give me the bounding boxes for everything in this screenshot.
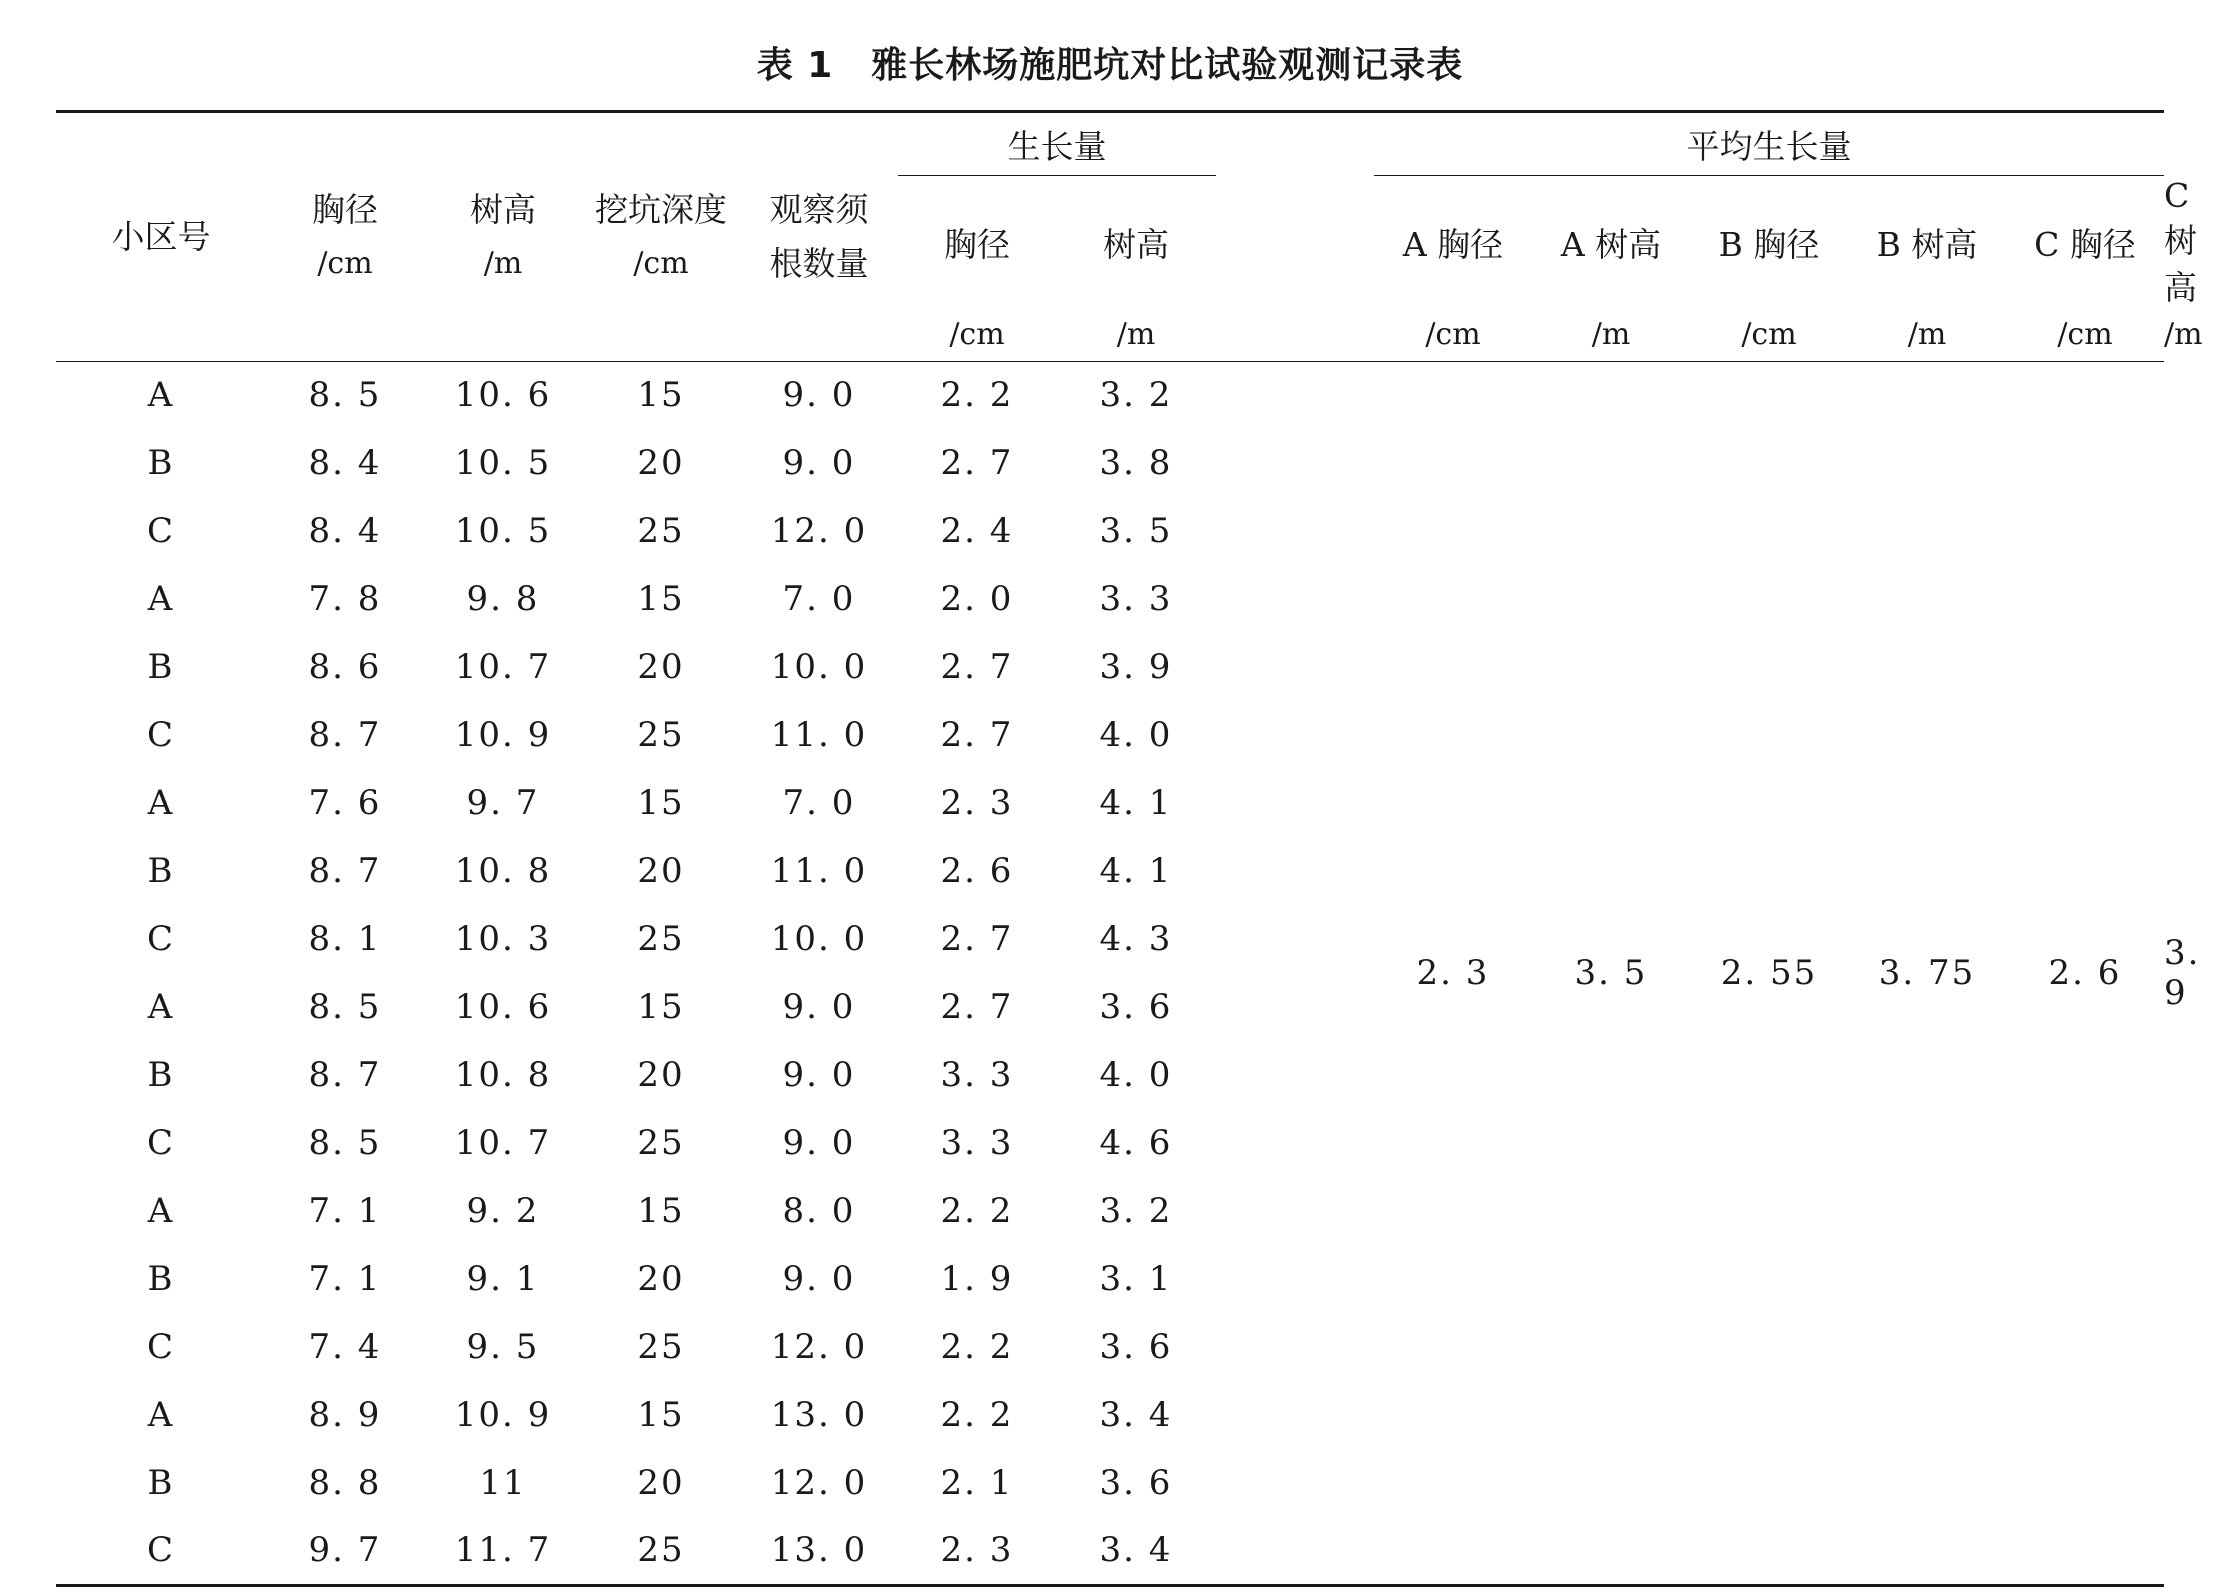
cell-plot: B	[147, 1463, 175, 1503]
cell-dbh: 8. 7	[308, 1055, 382, 1095]
cell-growth-dbh: 2. 7	[940, 987, 1014, 1027]
cell-pit-depth: 15	[637, 579, 685, 619]
cell-plot: C	[56, 1517, 266, 1585]
cell-growth-height: 4. 1	[1099, 851, 1173, 891]
header-height: 树高 /m	[424, 112, 582, 362]
cell-plot: A	[147, 1395, 175, 1435]
cell-dbh: 7. 1	[308, 1259, 382, 1299]
header-avg-a-dbh: A 胸径	[1402, 225, 1504, 264]
header-plot: 小区号	[56, 112, 266, 362]
header-growth-group: 生长量	[898, 112, 1216, 176]
cell-pit-depth: 20	[637, 851, 685, 891]
cell-height: 10. 6	[454, 375, 552, 416]
cell-plot: A	[147, 579, 175, 619]
cell-growth-dbh: 2. 2	[940, 1327, 1014, 1367]
cell-root-count: 10. 0	[770, 919, 868, 959]
cell-dbh: 8. 5	[308, 375, 382, 416]
cell-plot: A	[147, 783, 175, 823]
spacer-cell	[1216, 361, 1374, 1585]
cell-pit-depth: 15	[637, 783, 685, 823]
cell-root-count: 9. 0	[782, 987, 856, 1027]
cell-growth-dbh: 1. 9	[940, 1259, 1014, 1299]
cell-pit-depth: 15	[637, 375, 685, 416]
cell-root-count: 13. 0	[770, 1395, 868, 1435]
header-growth-height: 树高	[1103, 225, 1169, 264]
cell-height: 10. 3	[454, 919, 552, 959]
cell-root-count: 7. 0	[782, 783, 856, 823]
cell-growth-dbh: 3. 3	[940, 1123, 1014, 1163]
cell-pit-depth: 15	[637, 1395, 685, 1435]
cell-growth-dbh: 2. 7	[940, 443, 1014, 483]
cell-avg-b-height: 3. 75	[1848, 361, 2006, 1585]
cell-root-count: 9. 0	[782, 1055, 856, 1095]
table-header: 小区号 胸径 /cm 树高 /m 挖坑深度 /cm 观察须 根数量 生长量 平均生长量 胸径 树高 A 胸径 A 树高 B 胸径 B 树高 C 胸径 C 树高 /cm /m /cm /m /cm /m /cm /m	[56, 112, 2164, 362]
observation-table	[56, 110, 2203, 1587]
cell-growth-height: 3. 6	[1099, 987, 1173, 1027]
cell-pit-depth: 25	[637, 1123, 685, 1163]
cell-dbh: 8. 5	[308, 1123, 382, 1163]
cell-height: 10. 9	[454, 1395, 552, 1435]
cell-root-count: 11. 0	[770, 851, 868, 891]
cell-plot: B	[147, 443, 175, 483]
cell-root-count: 9. 0	[782, 1259, 856, 1299]
cell-growth-dbh: 2. 3	[940, 783, 1014, 823]
cell-height: 10. 5	[454, 443, 552, 483]
cell-growth-height: 3. 4	[1056, 1517, 1216, 1585]
cell-avg-a-height: 3. 5	[1532, 361, 1690, 1585]
cell-dbh: 7. 4	[308, 1327, 382, 1367]
header-avg-a-height-unit: /m	[1532, 309, 1690, 361]
cell-height: 10. 9	[454, 715, 552, 755]
header-pit-depth: 挖坑深度 /cm	[582, 112, 740, 362]
cell-growth-dbh: 2. 3	[898, 1517, 1056, 1585]
header-dbh: 胸径 /cm	[266, 112, 424, 362]
cell-root-count: 9. 0	[782, 375, 856, 416]
cell-pit-depth: 20	[637, 647, 685, 687]
header-growth-height-unit: /m	[1056, 309, 1216, 361]
cell-growth-dbh: 2. 6	[940, 851, 1014, 891]
table-caption-label: 表 1	[756, 45, 834, 86]
cell-root-count: 11. 0	[770, 715, 868, 755]
cell-growth-dbh: 2. 0	[940, 579, 1014, 619]
cell-root-count: 10. 0	[770, 647, 868, 687]
cell-dbh: 7. 1	[308, 1191, 382, 1231]
cell-plot: A	[147, 375, 175, 416]
cell-growth-height: 3. 2	[1099, 375, 1173, 416]
cell-growth-dbh: 2. 2	[940, 375, 1014, 416]
cell-dbh: 8. 4	[308, 511, 382, 551]
table-caption	[0, 40, 2220, 92]
cell-pit-depth: 25	[637, 511, 685, 551]
cell-growth-dbh: 2. 1	[940, 1463, 1014, 1503]
cell-root-count: 13. 0	[740, 1517, 898, 1585]
cell-dbh: 8. 5	[308, 987, 382, 1027]
cell-height: 10. 7	[454, 647, 552, 687]
cell-plot: A	[147, 987, 175, 1027]
cell-plot: B	[147, 851, 175, 891]
header-growth-dbh: 胸径	[944, 225, 1010, 264]
cell-pit-depth: 25	[637, 919, 685, 959]
cell-root-count: 7. 0	[782, 579, 856, 619]
cell-pit-depth: 25	[637, 1327, 685, 1367]
cell-plot: C	[146, 1327, 175, 1367]
cell-pit-depth: 20	[637, 1463, 685, 1503]
cell-pit-depth: 25	[582, 1517, 740, 1585]
cell-avg-b-dbh: 2. 55	[1690, 361, 1848, 1585]
cell-growth-dbh: 2. 7	[940, 647, 1014, 687]
cell-plot: B	[147, 1259, 175, 1299]
cell-height: 9. 7	[466, 783, 540, 823]
cell-growth-height: 4. 6	[1099, 1123, 1173, 1163]
cell-growth-height: 3. 8	[1099, 443, 1173, 483]
cell-growth-height: 3. 3	[1099, 579, 1173, 619]
cell-growth-dbh: 3. 3	[940, 1055, 1014, 1095]
cell-dbh: 8. 6	[308, 647, 382, 687]
header-avg-c-dbh-unit: /cm	[2006, 309, 2164, 361]
header-avg-b-height: B 树高	[1876, 225, 1978, 264]
cell-avg-a-dbh: 2. 3	[1374, 361, 1532, 1585]
cell-root-count: 8. 0	[782, 1191, 856, 1231]
table-body	[56, 361, 2201, 1585]
cell-dbh: 8. 7	[308, 715, 382, 755]
cell-height: 9. 8	[466, 579, 540, 619]
cell-growth-height: 3. 4	[1099, 1395, 1173, 1435]
header-avg-b-dbh-unit: /cm	[1690, 309, 1848, 361]
cell-dbh: 8. 1	[308, 919, 382, 959]
cell-growth-height: 4. 0	[1099, 715, 1173, 755]
cell-root-count: 12. 0	[770, 1463, 868, 1503]
cell-root-count: 9. 0	[782, 443, 856, 483]
cell-pit-depth: 20	[637, 443, 685, 483]
cell-growth-height: 3. 9	[1099, 647, 1173, 687]
cell-plot: C	[146, 919, 175, 959]
cell-height: 10. 8	[454, 851, 552, 891]
header-avg-b-dbh: B 胸径	[1718, 225, 1820, 264]
cell-height: 11. 7	[424, 1517, 582, 1585]
cell-growth-height: 4. 3	[1099, 919, 1173, 959]
table-caption-title: 雅长林场施肥坑对比试验观测记录表	[871, 45, 1464, 86]
cell-plot: C	[146, 511, 175, 551]
cell-growth-dbh: 2. 7	[940, 919, 1014, 959]
cell-dbh: 8. 7	[308, 851, 382, 891]
cell-height: 10. 8	[454, 1055, 552, 1095]
cell-avg-c-dbh: 2. 6	[2006, 361, 2164, 1585]
cell-plot: A	[147, 1191, 175, 1231]
cell-height: 9. 5	[466, 1327, 540, 1367]
cell-pit-depth: 25	[637, 715, 685, 755]
cell-height: 10. 7	[454, 1123, 552, 1163]
header-avg-c-dbh: C 胸径	[2034, 225, 2136, 264]
header-avg-a-height: A 树高	[1560, 225, 1662, 264]
cell-plot: B	[147, 1055, 175, 1095]
cell-growth-height: 3. 6	[1099, 1327, 1173, 1367]
cell-height: 11	[479, 1463, 527, 1503]
cell-dbh: 8. 4	[308, 443, 382, 483]
cell-height: 10. 5	[454, 511, 552, 551]
cell-growth-height: 3. 2	[1099, 1191, 1173, 1231]
cell-pit-depth: 15	[637, 1191, 685, 1231]
cell-dbh: 8. 9	[308, 1395, 382, 1435]
cell-pit-depth: 15	[637, 987, 685, 1027]
header-average-group: 平均生长量	[1374, 112, 2164, 176]
cell-pit-depth: 20	[637, 1259, 685, 1299]
cell-growth-dbh: 2. 7	[940, 715, 1014, 755]
cell-plot: B	[147, 647, 175, 687]
header-avg-a-dbh-unit: /cm	[1374, 309, 1532, 361]
cell-plot: C	[146, 1123, 175, 1163]
cell-height: 9. 2	[466, 1191, 540, 1231]
cell-growth-dbh: 2. 4	[940, 511, 1014, 551]
cell-root-count: 12. 0	[770, 1327, 868, 1367]
cell-dbh: 7. 8	[308, 579, 382, 619]
cell-pit-depth: 20	[637, 1055, 685, 1095]
cell-dbh: 8. 8	[308, 1463, 382, 1503]
cell-growth-dbh: 2. 2	[940, 1191, 1014, 1231]
cell-plot: C	[146, 715, 175, 755]
cell-growth-dbh: 2. 2	[940, 1395, 1014, 1435]
header-growth-dbh-unit: /cm	[898, 309, 1056, 361]
cell-root-count: 12. 0	[770, 511, 868, 551]
cell-dbh: 9. 7	[266, 1517, 424, 1585]
cell-growth-height: 3. 5	[1099, 511, 1173, 551]
cell-height: 9. 1	[466, 1259, 540, 1299]
table-row: A 8. 5 10. 6 15 9. 0 2. 2 3. 2 2. 3 3. 5 2. 55 3. 75 2. 6 3. 9	[56, 361, 2164, 429]
cell-dbh: 7. 6	[308, 783, 382, 823]
cell-height: 10. 6	[454, 987, 552, 1027]
header-avg-b-height-unit: /m	[1848, 309, 2006, 361]
cell-growth-height: 4. 1	[1099, 783, 1173, 823]
cell-growth-height: 3. 6	[1099, 1463, 1173, 1503]
header-root-count: 观察须 根数量	[740, 112, 898, 362]
cell-growth-height: 3. 1	[1099, 1259, 1173, 1299]
cell-growth-height: 4. 0	[1099, 1055, 1173, 1095]
cell-root-count: 9. 0	[782, 1123, 856, 1163]
